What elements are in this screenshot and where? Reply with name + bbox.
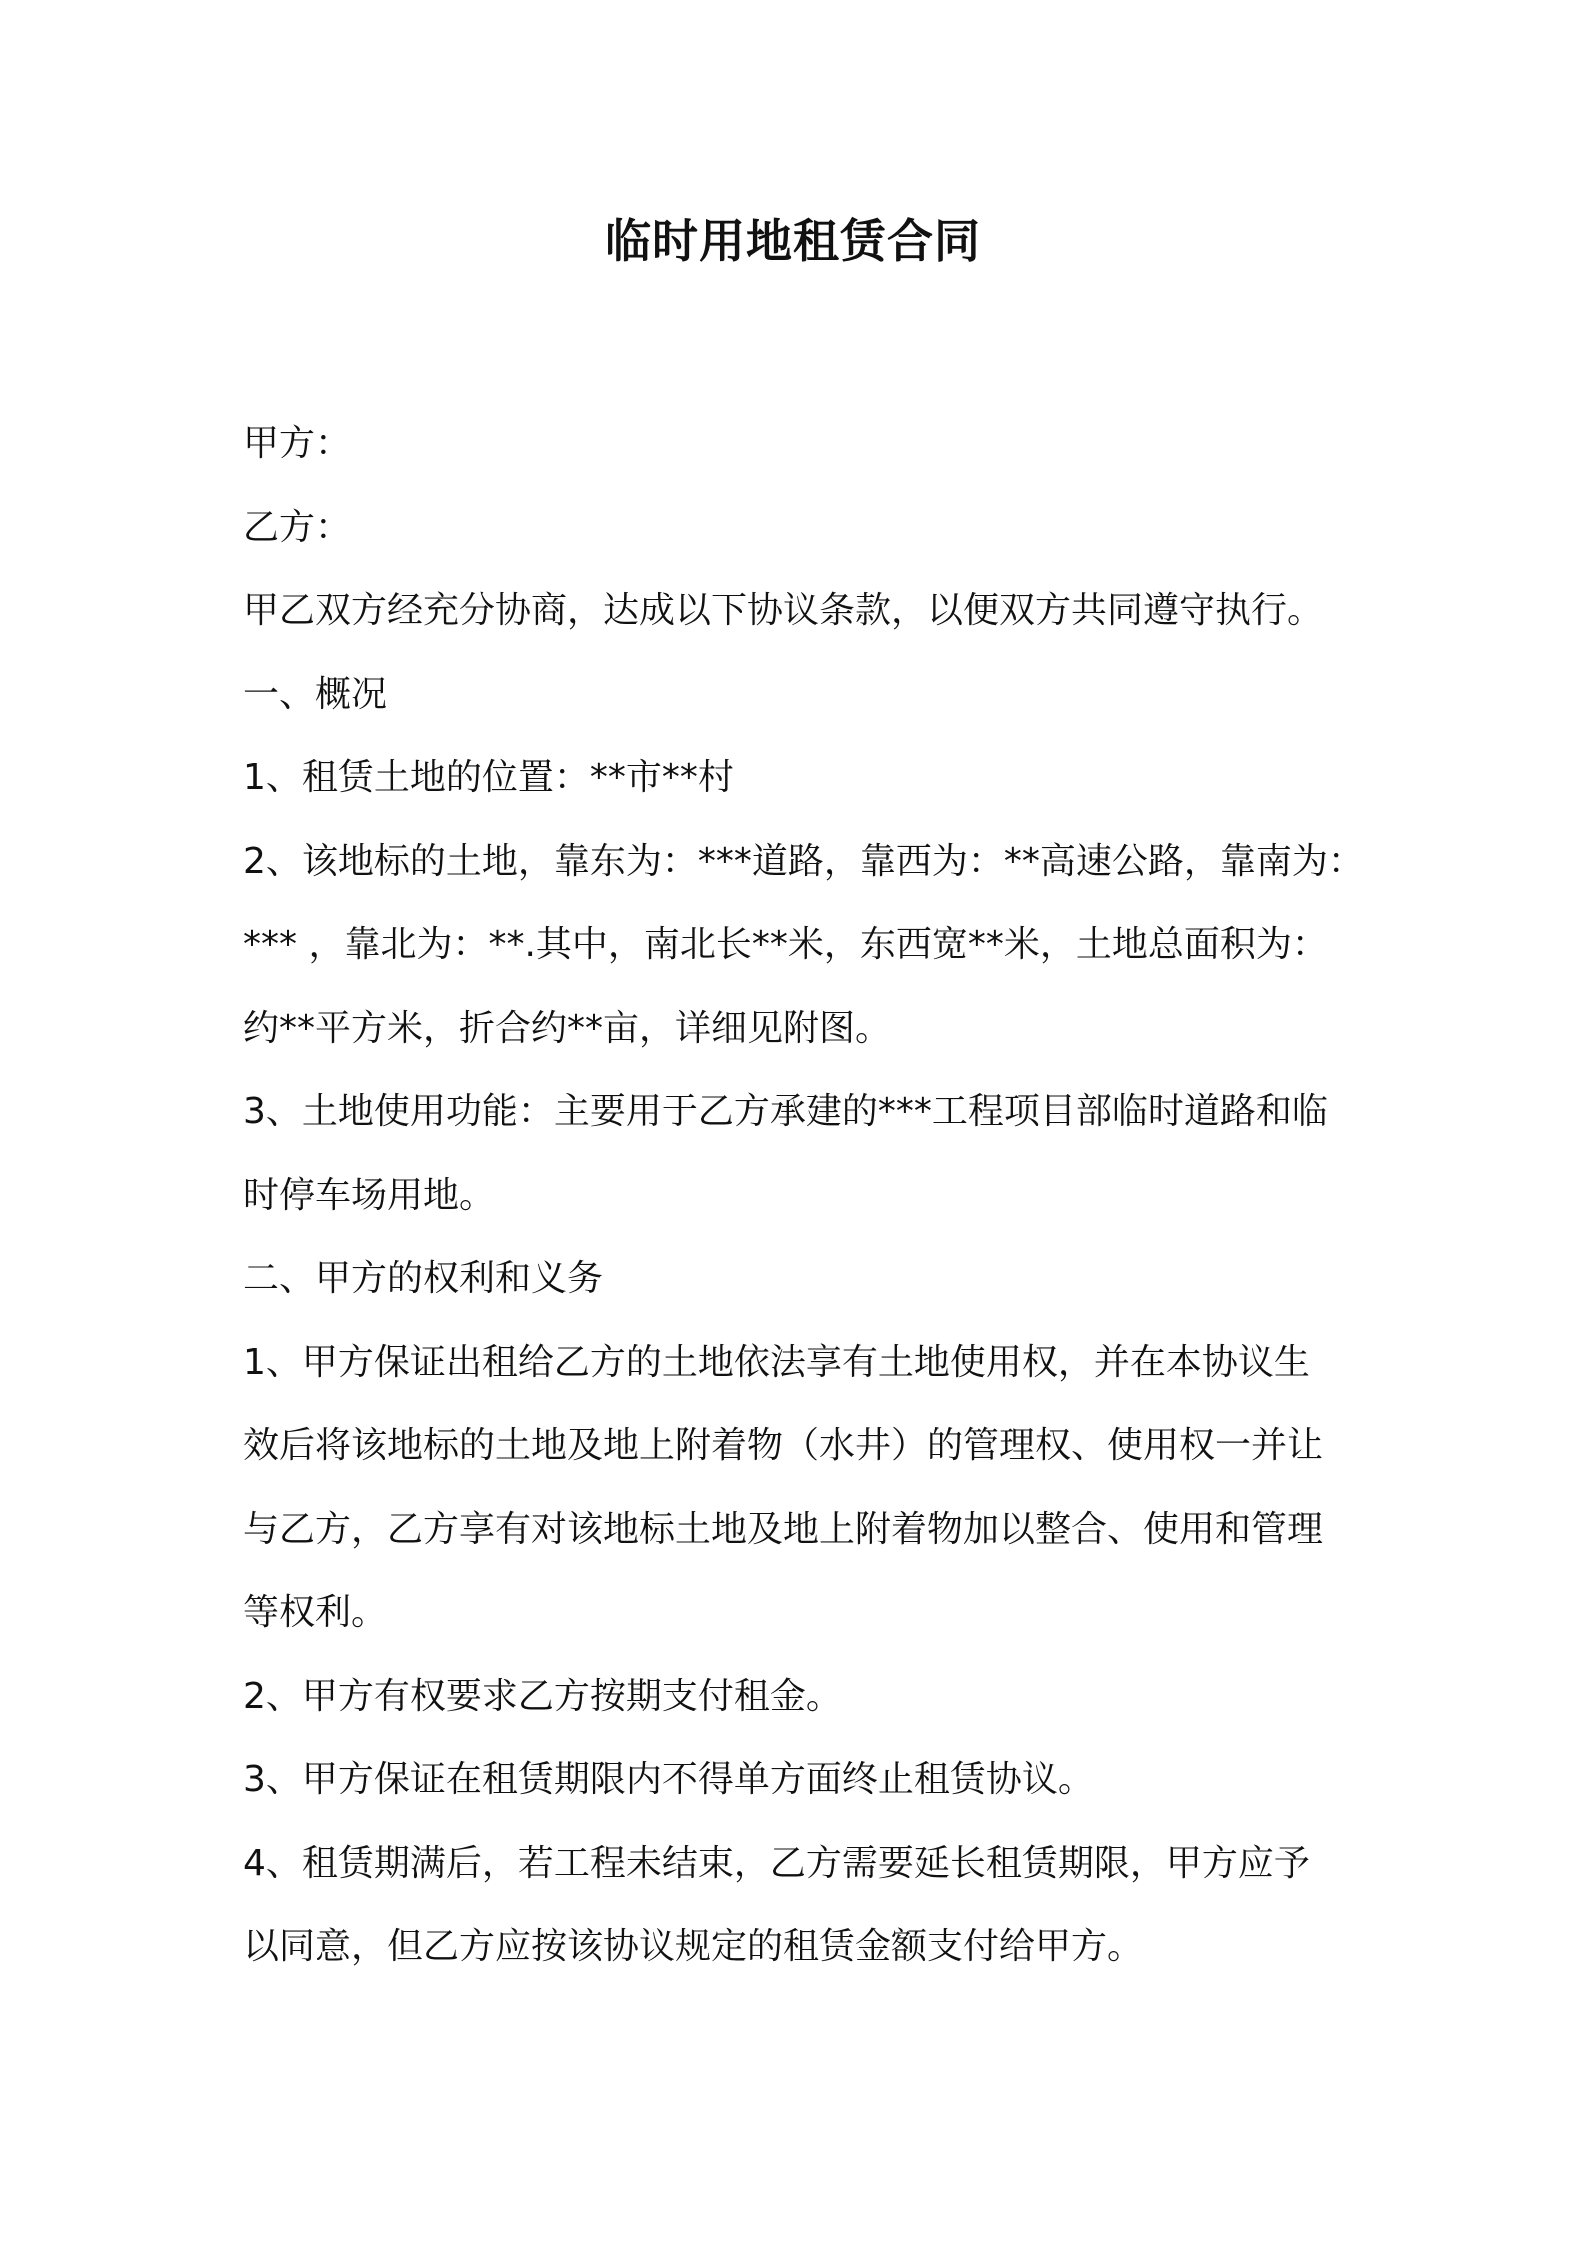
clause-line: 以同意，但乙方应按该协议规定的租赁金额支付给甲方。 bbox=[243, 1926, 1144, 1967]
clause-line: 3、土地使用功能：主要用于乙方承建的***工程项目部临时道路和临 bbox=[243, 1091, 1328, 1132]
section-heading-overview: 一、概况 bbox=[243, 673, 388, 715]
section-heading-party-a-rights: 二、甲方的权利和义务 bbox=[243, 1258, 604, 1299]
clause-line: 2、该地标的土地，靠东为：***道路，靠西为：**高速公路，靠南为： bbox=[243, 840, 1364, 882]
clause-line: 2、甲方有权要求乙方按期支付租金。 bbox=[243, 1675, 842, 1717]
clause-line: 4、租赁期满后，若工程未结束，乙方需要延长租赁期限，甲方应予 bbox=[243, 1842, 1310, 1884]
clause-line: 与乙方，乙方享有对该地标土地及地上附着物加以整合、使用和管理 bbox=[243, 1508, 1324, 1550]
party-b-line: 乙方： bbox=[243, 506, 352, 548]
clause-line: 效后将该地标的土地及地上附着物（水井）的管理权、使用权一并让 bbox=[243, 1425, 1324, 1466]
document-body bbox=[243, 402, 1364, 1989]
clause-line: 1、甲方保证出租给乙方的土地依法享有土地使用权，并在本协议生 bbox=[243, 1341, 1310, 1383]
clause-line: 约**平方米，折合约**亩，详细见附图。 bbox=[243, 1007, 892, 1049]
clause-line: 1、租赁土地的位置：**市**村 bbox=[243, 757, 734, 798]
intro-paragraph: 甲乙双方经充分协商，达成以下协议条款，以便双方共同遵守执行。 bbox=[243, 590, 1324, 631]
party-a-line: 甲方： bbox=[243, 423, 352, 464]
clause-line: 3、甲方保证在租赁期限内不得单方面终止租赁协议。 bbox=[243, 1759, 1094, 1800]
clause-line: 时停车场用地。 bbox=[243, 1174, 496, 1216]
clause-line: 等权利。 bbox=[243, 1592, 388, 1633]
clause-line: *** ，靠北为：**.其中，南北长**米，东西宽**米，土地总面积为： bbox=[243, 924, 1328, 965]
document-title: 临时用地租赁合同 bbox=[605, 214, 981, 268]
